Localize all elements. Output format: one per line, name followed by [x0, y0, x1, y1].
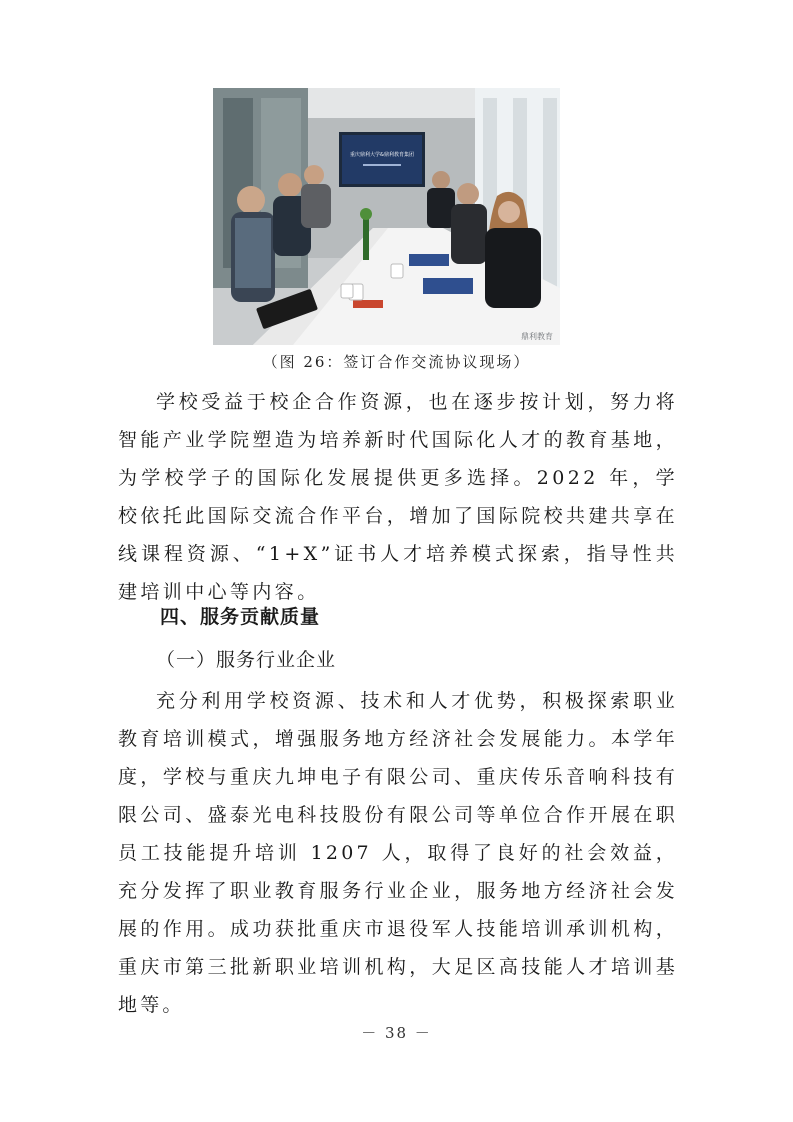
figure-caption: （图 26：签订合作交流协议现场）: [262, 353, 531, 371]
section-heading: 四、服务贡献质量: [160, 606, 321, 628]
screen-text: 重庆鼎利大学&鼎利教育集团: [350, 152, 414, 158]
photo-watermark: 鼎利教育: [521, 332, 553, 341]
page-number: － 38 －: [361, 1024, 432, 1042]
body-paragraph-1: 学校受益于校企合作资源，也在逐步按计划，努力将智能产业学院塑造为培养新时代国际化人才的教育基地，为学校学子的国际化发展提供更多选择。2022 年，学校依托此国际交流合作平台，增加了国际院校共建共享在线课程资源、“1+X”证书人才培养模式探索，指导性共建培训中心等内容。: [118, 391, 679, 603]
subsection-heading: （一）服务行业企业: [156, 649, 337, 671]
meeting-photo: [213, 88, 560, 345]
body-paragraph-2: 充分利用学校资源、技术和人才优势，积极探索职业教育培训模式，增强服务地方经济社会发展能力。本学年度，学校与重庆九坤电子有限公司、重庆传乐音响科技有限公司、盛泰光电科技股份有限公司等单位合作开展在职员工技能提升培训 1207 人，取得了良好的社会效益，充分发挥了职业教育服务行业企业，服务地方经济社会发展的作用。成功获批重庆市退役军人技能培训承训机构，重庆市第三批新职业培训机构，大足区高技能人才培训基地等。: [118, 690, 678, 1016]
